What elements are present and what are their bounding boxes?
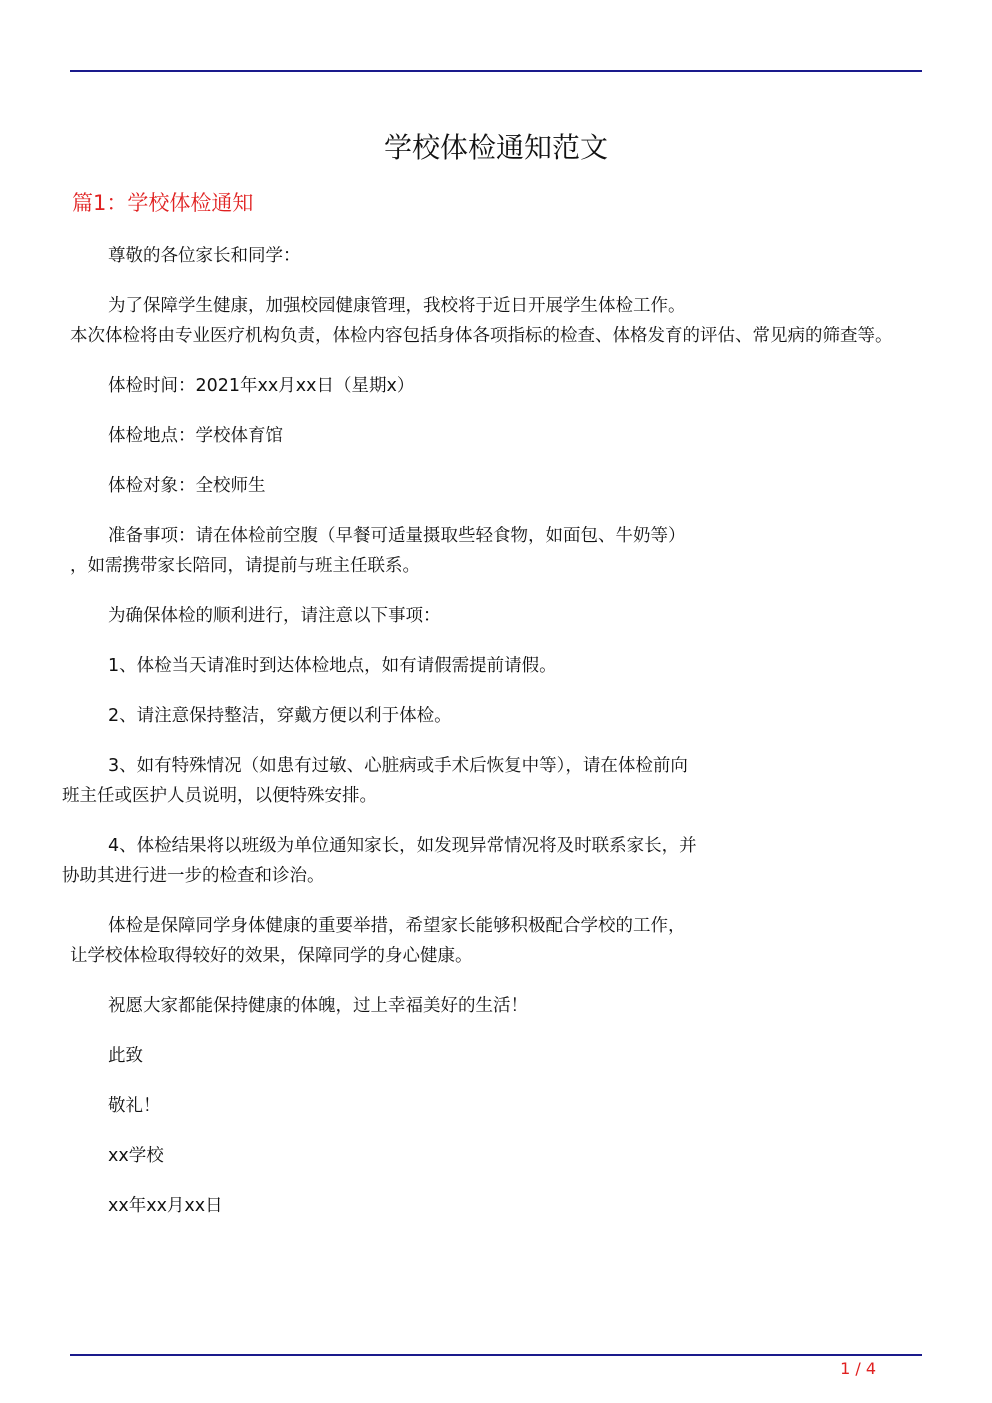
sign-off-2-paragraph bbox=[70, 1091, 915, 1121]
header-rule bbox=[70, 70, 922, 72]
exam-time-paragraph bbox=[70, 371, 915, 401]
sign-off-1-text: 此致 bbox=[108, 1046, 143, 1066]
intro-line-1: 为了保障学生健康，加强校园健康管理，我校将于近日开展学生体检工作。 bbox=[108, 296, 686, 316]
notice-item-1-text: 1、体检当天请准时到达体检地点，如有请假需提前请假。 bbox=[108, 656, 557, 676]
greeting-paragraph bbox=[70, 241, 915, 271]
notice-intro-paragraph bbox=[70, 601, 915, 631]
notice-item-3-line-2: 班主任或医护人员说明，以便特殊安排。 bbox=[62, 786, 377, 806]
notice-item-3 bbox=[62, 751, 915, 811]
sign-off-2-text: 敬礼！ bbox=[108, 1096, 161, 1116]
preparation-line-2: ，如需携带家长陪同，请提前与班主任联系。 bbox=[70, 556, 420, 576]
preparation-line-1: 准备事项：请在体检前空腹（早餐可适量摄取些轻食物，如面包、牛奶等） bbox=[108, 526, 686, 546]
notice-item-2 bbox=[70, 701, 915, 731]
notice-item-1 bbox=[70, 651, 915, 681]
intro-paragraph bbox=[70, 291, 915, 351]
wish-text: 祝愿大家都能保持健康的体魄，过上幸福美好的生活！ bbox=[108, 996, 528, 1016]
wish-paragraph bbox=[70, 991, 915, 1021]
exam-time-text: 体检时间：2021年xx月xx日（星期x） bbox=[108, 376, 415, 396]
closing-paragraph bbox=[70, 911, 915, 971]
notice-item-4 bbox=[62, 831, 915, 891]
notice-item-4-line-2: 协助其进行进一步的检查和诊治。 bbox=[62, 866, 325, 886]
notice-item-2-text: 2、请注意保持整洁，穿戴方便以利于体检。 bbox=[108, 706, 452, 726]
section-heading: 篇1：学校体检通知 bbox=[72, 191, 254, 215]
document-title: 学校体检通知范文 bbox=[383, 131, 608, 164]
page-number: 1 / 4 bbox=[840, 1359, 876, 1378]
exam-target-paragraph bbox=[70, 471, 915, 501]
notice-item-3-line-1: 3、如有特殊情况（如患有过敏、心脏病或手术后恢复中等），请在体检前向 bbox=[108, 756, 688, 776]
notice-item-4-line-1: 4、体检结果将以班级为单位通知家长，如发现异常情况将及时联系家长，并 bbox=[108, 836, 697, 856]
closing-line-1: 体检是保障同学身体健康的重要举措，希望家长能够积极配合学校的工作， bbox=[108, 916, 686, 936]
notice-intro-text: 为确保体检的顺利进行，请注意以下事项： bbox=[108, 606, 441, 626]
sign-off-1-paragraph bbox=[70, 1041, 915, 1071]
exam-place-text: 体检地点：学校体育馆 bbox=[108, 426, 283, 446]
intro-line-2: 本次体检将由专业医疗机构负责，体检内容包括身体各项指标的检查、体格发育的评估、常见病的筛查等。 bbox=[70, 326, 893, 346]
footer-rule bbox=[70, 1354, 922, 1356]
school-name: xx学校 bbox=[108, 1146, 164, 1166]
preparation-paragraph bbox=[70, 521, 915, 581]
closing-line-2: 让学校体检取得较好的效果，保障同学的身心健康。 bbox=[70, 946, 473, 966]
date-paragraph bbox=[70, 1191, 915, 1221]
document-date: xx年xx月xx日 bbox=[108, 1196, 223, 1216]
school-paragraph bbox=[70, 1141, 915, 1171]
exam-place-paragraph bbox=[70, 421, 915, 451]
document-body bbox=[62, 241, 915, 1241]
greeting-text: 尊敬的各位家长和同学： bbox=[108, 246, 301, 266]
exam-target-text: 体检对象：全校师生 bbox=[108, 476, 266, 496]
